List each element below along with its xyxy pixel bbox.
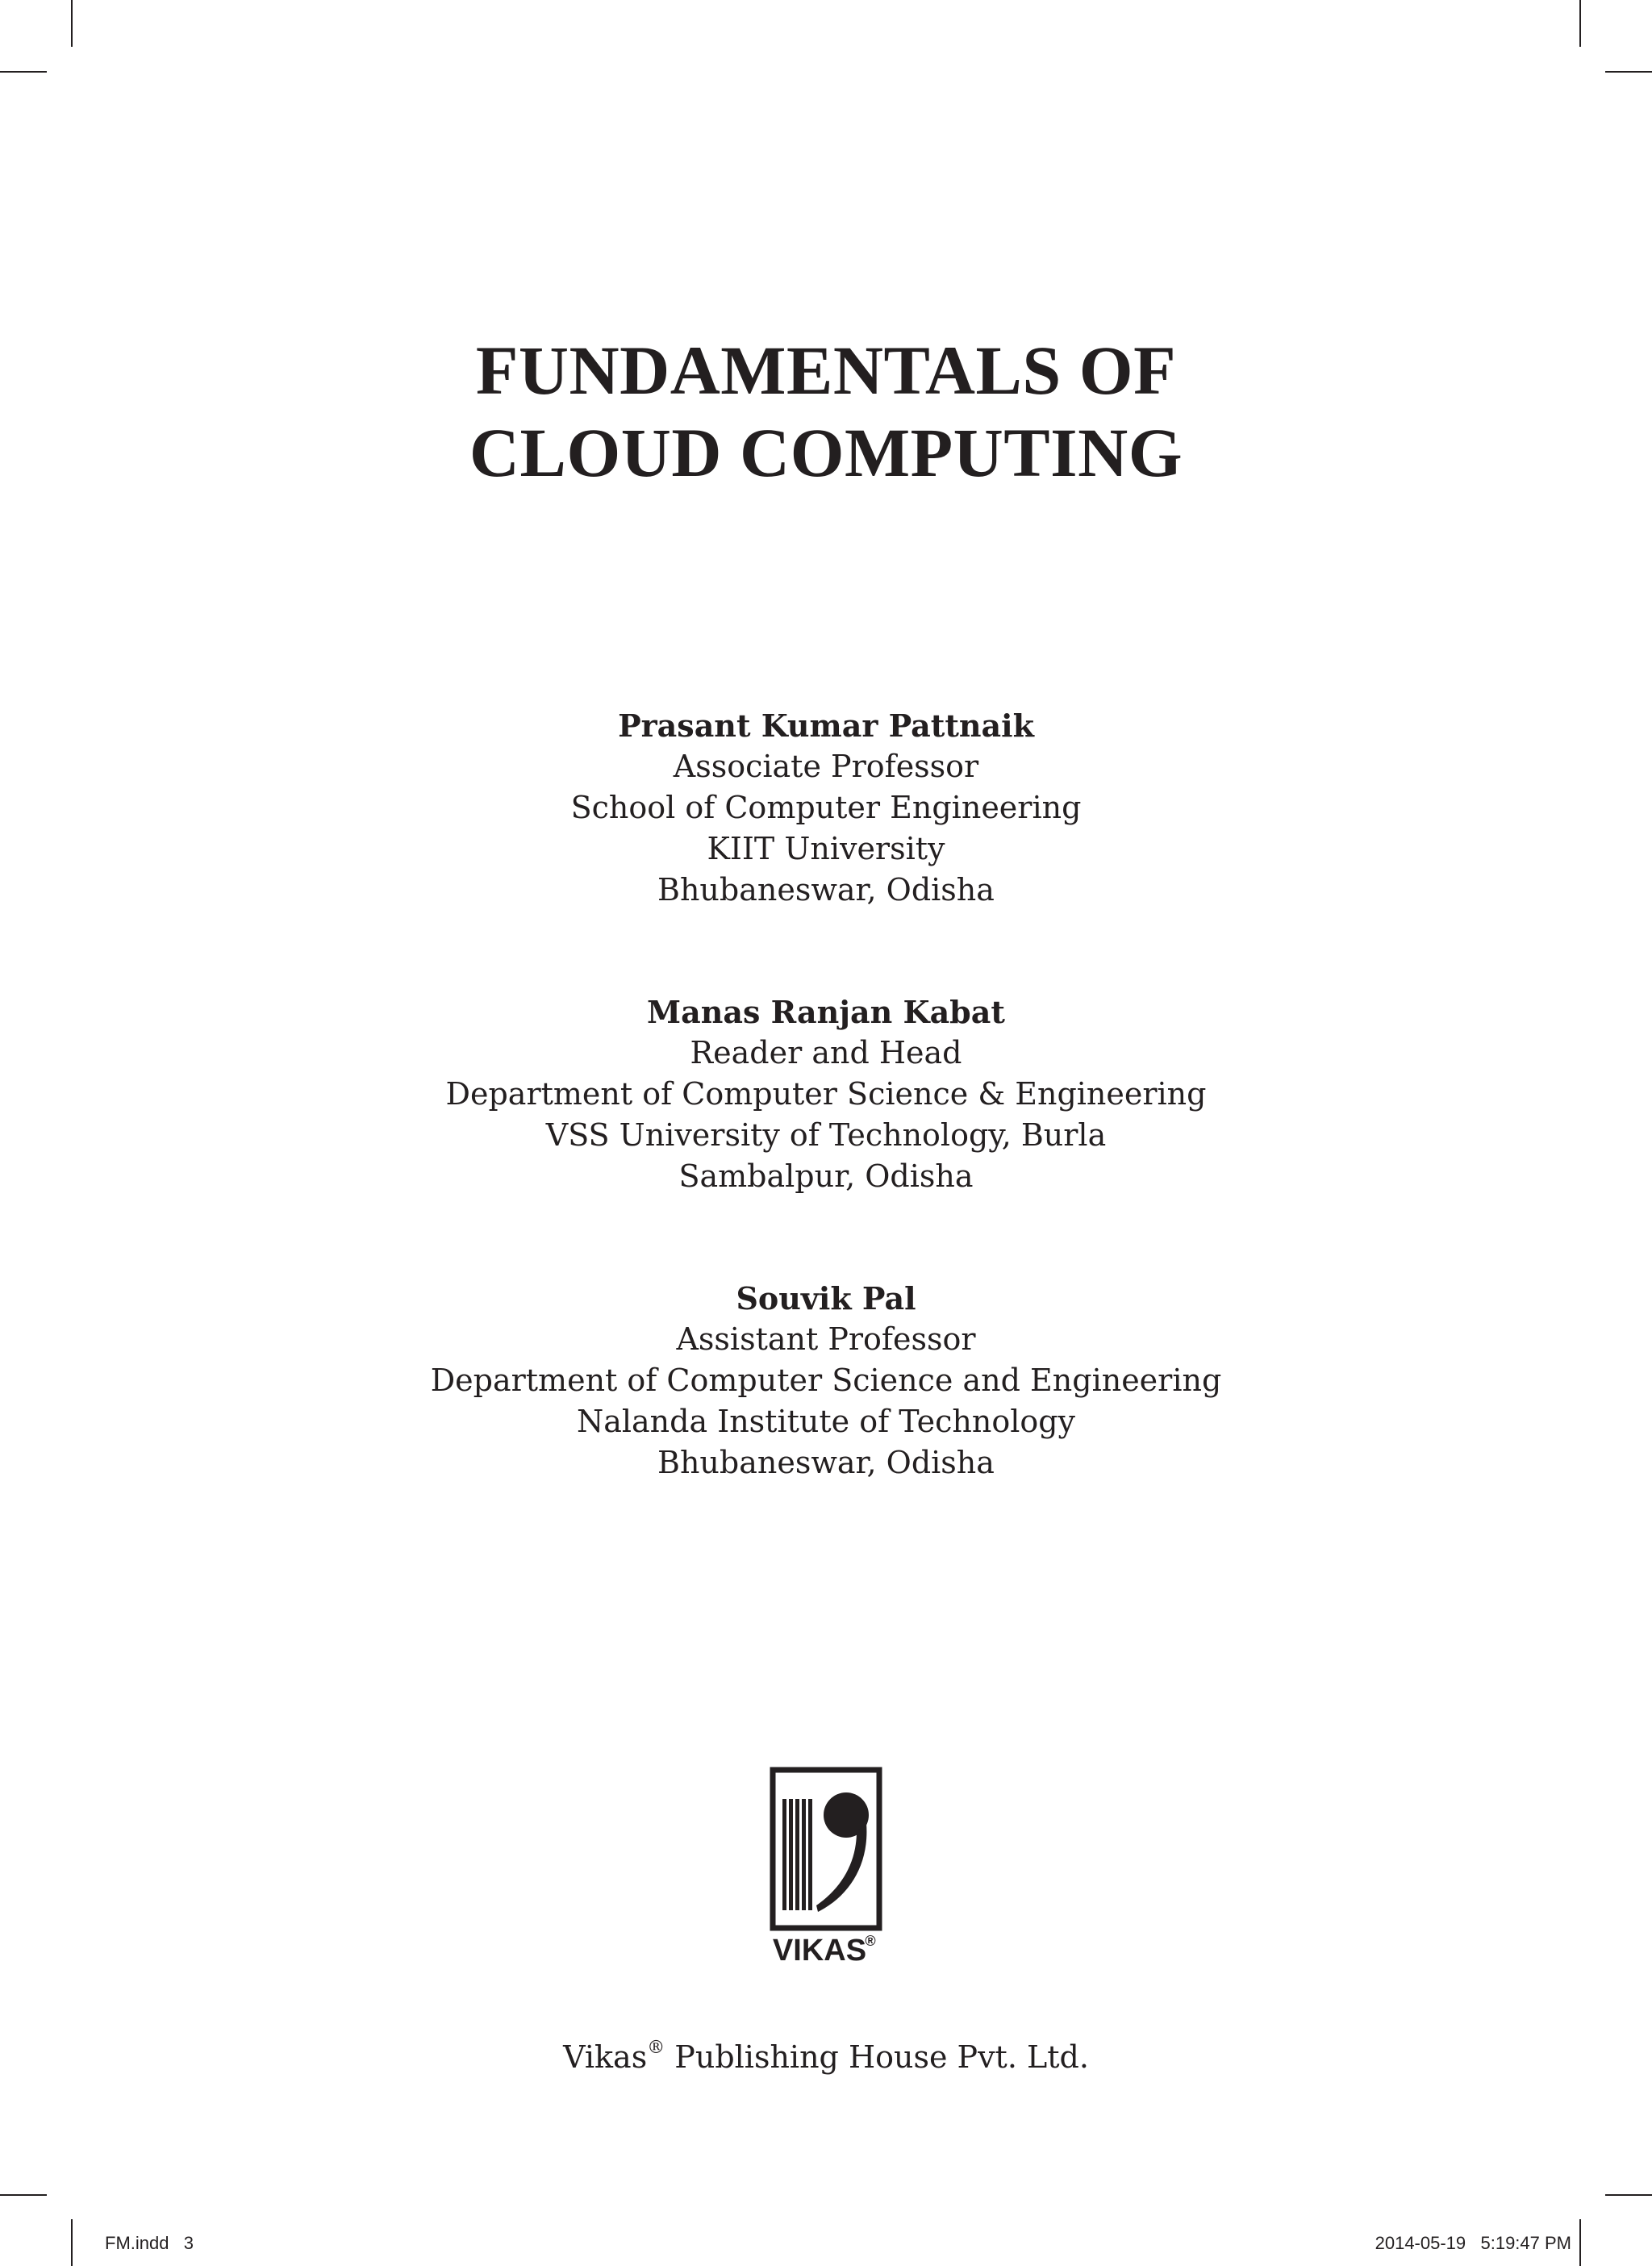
author-designation: Assistant Professor xyxy=(676,1321,976,1357)
slug-file-info: FM.indd 3 xyxy=(105,2233,194,2253)
publisher-registered-mark: ® xyxy=(647,2038,665,2058)
author-institution: VSS University of Technology, Burla xyxy=(545,1117,1107,1153)
author-designation: Associate Professor xyxy=(673,749,979,784)
publisher-line xyxy=(0,2028,1652,2077)
crop-mark-top-right-horizontal xyxy=(1605,71,1652,73)
crop-mark-top-left-horizontal xyxy=(0,71,47,73)
book-title xyxy=(0,329,1652,494)
book-title-line-2: CLOUD COMPUTING xyxy=(469,414,1183,491)
author-location: Bhubaneswar, Odisha xyxy=(657,1445,995,1480)
author-location: Sambalpur, Odisha xyxy=(678,1158,974,1194)
author-department: Department of Computer Science & Engineering xyxy=(445,1076,1207,1112)
publisher-name: Vikas xyxy=(563,2039,648,2075)
author-block-2 xyxy=(0,991,1652,1197)
book-title-line-1: FUNDAMENTALS OF xyxy=(475,332,1177,409)
author-department: School of Computer Engineering xyxy=(570,790,1082,825)
author-designation: Reader and Head xyxy=(690,1035,962,1070)
vikas-logo-icon xyxy=(770,1767,882,1976)
crop-mark-top-left-vertical xyxy=(71,0,73,47)
author-name: Souvik Pal xyxy=(736,1280,916,1317)
crop-mark-bottom-right-vertical xyxy=(1579,2219,1581,2266)
publisher-rest: Publishing House Pvt. Ltd. xyxy=(665,2039,1089,2075)
logo-registered-mark: ® xyxy=(865,1933,876,1949)
author-block-3 xyxy=(0,1278,1652,1484)
author-name: Manas Ranjan Kabat xyxy=(647,994,1005,1030)
author-department: Department of Computer Science and Engineering xyxy=(430,1363,1222,1398)
crop-mark-top-right-vertical xyxy=(1579,0,1581,47)
slug-timestamp: 2014-05-19 5:19:47 PM xyxy=(1375,2233,1571,2253)
logo-text: VIKAS xyxy=(772,1934,867,1968)
crop-mark-bottom-right-horizontal xyxy=(1605,2194,1652,2196)
crop-mark-bottom-left-vertical xyxy=(71,2219,73,2266)
author-institution: Nalanda Institute of Technology xyxy=(576,1404,1076,1439)
author-location: Bhubaneswar, Odisha xyxy=(657,872,995,908)
author-name: Prasant Kumar Pattnaik xyxy=(618,707,1034,744)
author-institution: KIIT University xyxy=(707,831,945,866)
author-block-1 xyxy=(0,705,1652,911)
crop-mark-bottom-left-horizontal xyxy=(0,2194,47,2196)
